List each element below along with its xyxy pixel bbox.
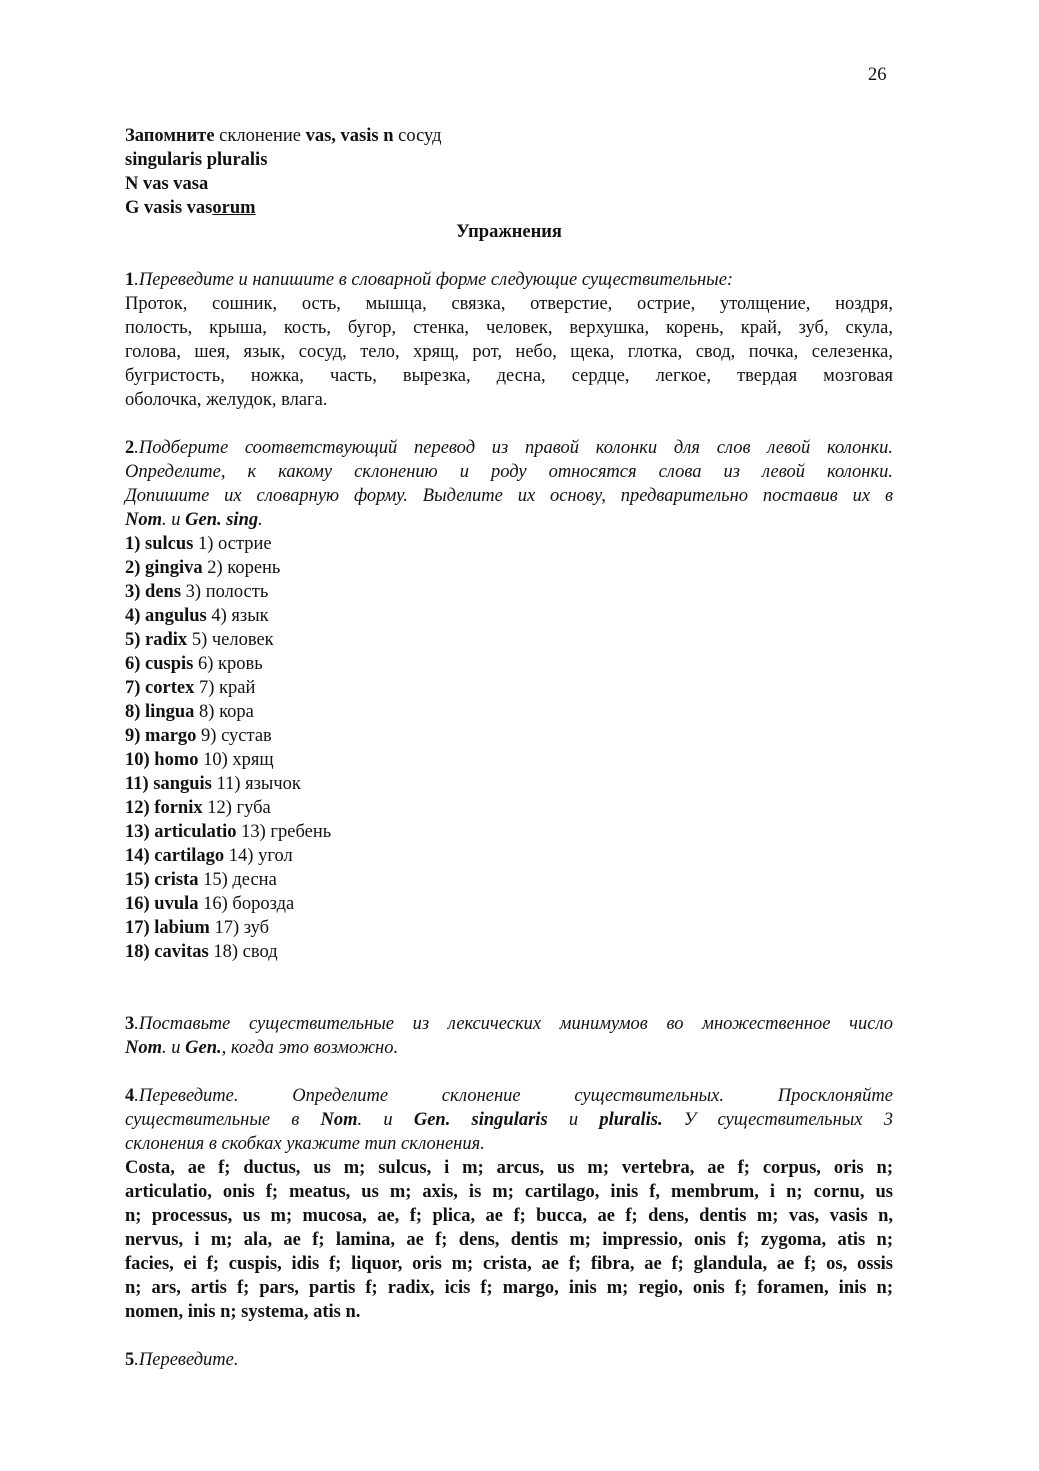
declension-row-g (125, 196, 893, 220)
row-g-ending: orum (212, 198, 256, 218)
ex4-number: 4 (125, 1086, 135, 1106)
ex2-list-item (125, 940, 893, 964)
ex4-gen-singularis: Gen. singularis (413, 1110, 548, 1130)
ex2-russian-word: 4) язык (206, 606, 269, 626)
ex2-russian-word: 15) десна (198, 870, 277, 890)
ex4-latin-line: n; ars, artis f; pars, partis f; radix, icis f; margo, inis m; regio, onis f; foramen, inis n; (125, 1278, 893, 1298)
ex2-latin-word: 12) fornix (125, 798, 203, 818)
ex4-nom: Nom (320, 1110, 358, 1130)
ex2-nom: Nom (125, 510, 162, 530)
ex2-latin-word: 8) lingua (125, 702, 195, 722)
ex2-list-item (125, 844, 893, 868)
ex2-latin-word: 1) sulcus (125, 534, 194, 554)
ex2-latin-word: 7) cortex (125, 678, 195, 698)
section-title: Упражнения (456, 222, 562, 242)
ex3-and: . и (162, 1038, 186, 1058)
ex3-line2 (125, 1036, 893, 1060)
page-number: 26 (868, 65, 887, 85)
declension-heading (125, 124, 893, 148)
ex2-end: . (258, 510, 263, 530)
ex2-and: . и (162, 510, 186, 530)
ex2-latin-word: 3) dens (125, 582, 182, 602)
ex4-line2-b: . и (357, 1110, 414, 1130)
ex2-russian-word: 1) острие (193, 534, 272, 554)
ex2-list-item (125, 724, 893, 748)
ex5-instruction-text: .Переведите. (134, 1350, 239, 1370)
ex1-number: 1 (125, 270, 135, 290)
ex2-list-item (125, 628, 893, 652)
ex2-russian-word: 14) угол (224, 846, 293, 866)
ex1-line: Проток, сошник, ость, мышца, связка, отверстие, острие, утолщение, ноздря, (125, 294, 893, 314)
ex2-word-list (125, 532, 893, 964)
ex2-instruction-text: .Подберите соответствующий перевод из правой колонки для слов левой колонки. (134, 438, 893, 458)
ex1-line-last: оболочка, желудок, влага. (125, 390, 328, 410)
ex2-list-item (125, 532, 893, 556)
ex4-line2-c: и (547, 1110, 600, 1130)
ex4-latin-line: n; processus, us m; mucosa, ae, f; plica, ae f; bucca, ae f; dens, dentis m; vas, vasis n, (125, 1206, 893, 1226)
ex4-line2-d: У существительных 3 (662, 1110, 893, 1130)
ex3-end: , когда это возможно. (221, 1038, 399, 1058)
ex2-list-item (125, 748, 893, 772)
ex3-gen: Gen. (185, 1038, 222, 1058)
ex4-line1-text: .Переведите. Определите склонение существительных. Просклоняйте (134, 1086, 893, 1106)
ex2-list-item (125, 700, 893, 724)
row-g-prefix: G vasis vas (125, 198, 213, 218)
ex2-latin-word: 9) margo (125, 726, 197, 746)
ex4-latin-line: facies, ei f; cuspis, idis f; liquor, oris m; crista, ae f; fibra, ae f; glandula, ae f; os, ossis (125, 1254, 893, 1274)
ex2-number: 2 (125, 438, 135, 458)
ex4-line2-a: существительные в (125, 1110, 321, 1130)
ex2-russian-word: 2) корень (202, 558, 281, 578)
ex2-instruction-line4 (125, 508, 893, 532)
ex3-line1-text: .Поставьте существительные из лексических минимумов во множественное число (134, 1014, 893, 1034)
ex1-instruction-text: .Переведите и напишите в словарной форме следующие существительные: (134, 270, 734, 290)
ex2-latin-word: 18) cavitas (125, 942, 209, 962)
ex2-latin-word: 10) homo (125, 750, 199, 770)
ex2-latin-word: 13) articulatio (125, 822, 237, 842)
ex2-latin-word: 5) radix (125, 630, 188, 650)
ex5-instruction (125, 1348, 893, 1372)
ex2-list-item (125, 604, 893, 628)
ex2-list-item (125, 556, 893, 580)
declension-header-row: singularis pluralis (125, 150, 268, 170)
ex4-latin-line: Costa, ae f; ductus, us m; sulcus, i m; arcus, us m; vertebra, ae f; corpus, oris n; (125, 1158, 893, 1178)
ex2-russian-word: 18) свод (208, 942, 278, 962)
declension-row-n: N vas vasa (125, 174, 209, 194)
ex2-latin-word: 15) crista (125, 870, 199, 890)
ex5-number: 5 (125, 1350, 135, 1370)
ex3-number: 3 (125, 1014, 135, 1034)
page-content (125, 124, 893, 1372)
ex2-gen-sing: Gen. sing (185, 510, 259, 530)
ex2-russian-word: 8) кора (194, 702, 254, 722)
ex2-list-item (125, 772, 893, 796)
ex2-list-item (125, 916, 893, 940)
ex2-russian-word: 3) полость (181, 582, 269, 602)
lemma-meaning: сосуд (393, 126, 442, 146)
ex2-russian-word: 11) язычок (211, 774, 301, 794)
ex3-line1 (125, 1012, 893, 1036)
ex2-russian-word: 9) сустав (196, 726, 272, 746)
ex2-list-item (125, 796, 893, 820)
ex2-list-item (125, 652, 893, 676)
ex2-russian-word: 6) кровь (193, 654, 263, 674)
ex2-latin-word: 4) angulus (125, 606, 207, 626)
ex2-list-item (125, 820, 893, 844)
ex1-line: полость, крыша, кость, бугор, стенка, человек, верхушка, корень, край, зуб, скула, (125, 318, 893, 338)
ex2-list-item (125, 868, 893, 892)
ex2-russian-word: 16) борозда (198, 894, 295, 914)
ex2-russian-word: 7) край (194, 678, 256, 698)
ex4-latin-line: articulatio, onis f; meatus, us m; axis, is m; cartilago, inis f, membrum, i n; cornu, us (125, 1182, 893, 1202)
ex4-line1 (125, 1084, 893, 1108)
declension-word: склонение (214, 126, 306, 146)
ex2-instruction-line1 (125, 436, 893, 460)
ex1-instruction (125, 268, 893, 292)
ex4-latin-last: nomen, inis n; systema, atis n. (125, 1302, 361, 1322)
ex4-line3: склонения в скобках укажите тип склонения. (125, 1134, 485, 1154)
ex2-list-item (125, 676, 893, 700)
ex2-instruction-line2: Определите, к какому склонению и роду относятся слова из левой колонки. (125, 462, 893, 482)
ex2-instruction-line3: Допишите их словарную форму. Выделите их основу, предварительно поставив их в (125, 486, 893, 506)
ex2-latin-word: 17) labium (125, 918, 210, 938)
ex2-latin-word: 11) sanguis (125, 774, 212, 794)
ex4-latin-line: nervus, i m; ala, ae f; lamina, ae f; dens, dentis m; impressio, onis f; zygoma, atis n; (125, 1230, 893, 1250)
ex4-line2 (125, 1108, 893, 1132)
ex1-line: голова, шея, язык, сосуд, тело, хрящ, рот, небо, щека, глотка, свод, почка, селезенка, (125, 342, 893, 362)
ex2-latin-word: 6) cuspis (125, 654, 194, 674)
ex2-list-item (125, 892, 893, 916)
ex2-russian-word: 13) гребень (236, 822, 332, 842)
remember-word: Запомните (125, 126, 215, 146)
ex3-nom: Nom (125, 1038, 162, 1058)
ex2-latin-word: 14) cartilago (125, 846, 225, 866)
ex2-russian-word: 12) губа (202, 798, 271, 818)
ex4-pluralis: pluralis. (599, 1110, 663, 1130)
ex2-russian-word: 10) хрящ (198, 750, 274, 770)
ex2-latin-word: 16) uvula (125, 894, 199, 914)
lemma: vas, vasis n (305, 126, 394, 146)
ex2-russian-word: 5) человек (187, 630, 274, 650)
ex1-line: бугристость, ножка, часть, вырезка, десна, сердце, легкое, твердая мозговая (125, 366, 893, 386)
ex2-russian-word: 17) зуб (209, 918, 270, 938)
ex2-list-item (125, 580, 893, 604)
ex2-latin-word: 2) gingiva (125, 558, 203, 578)
